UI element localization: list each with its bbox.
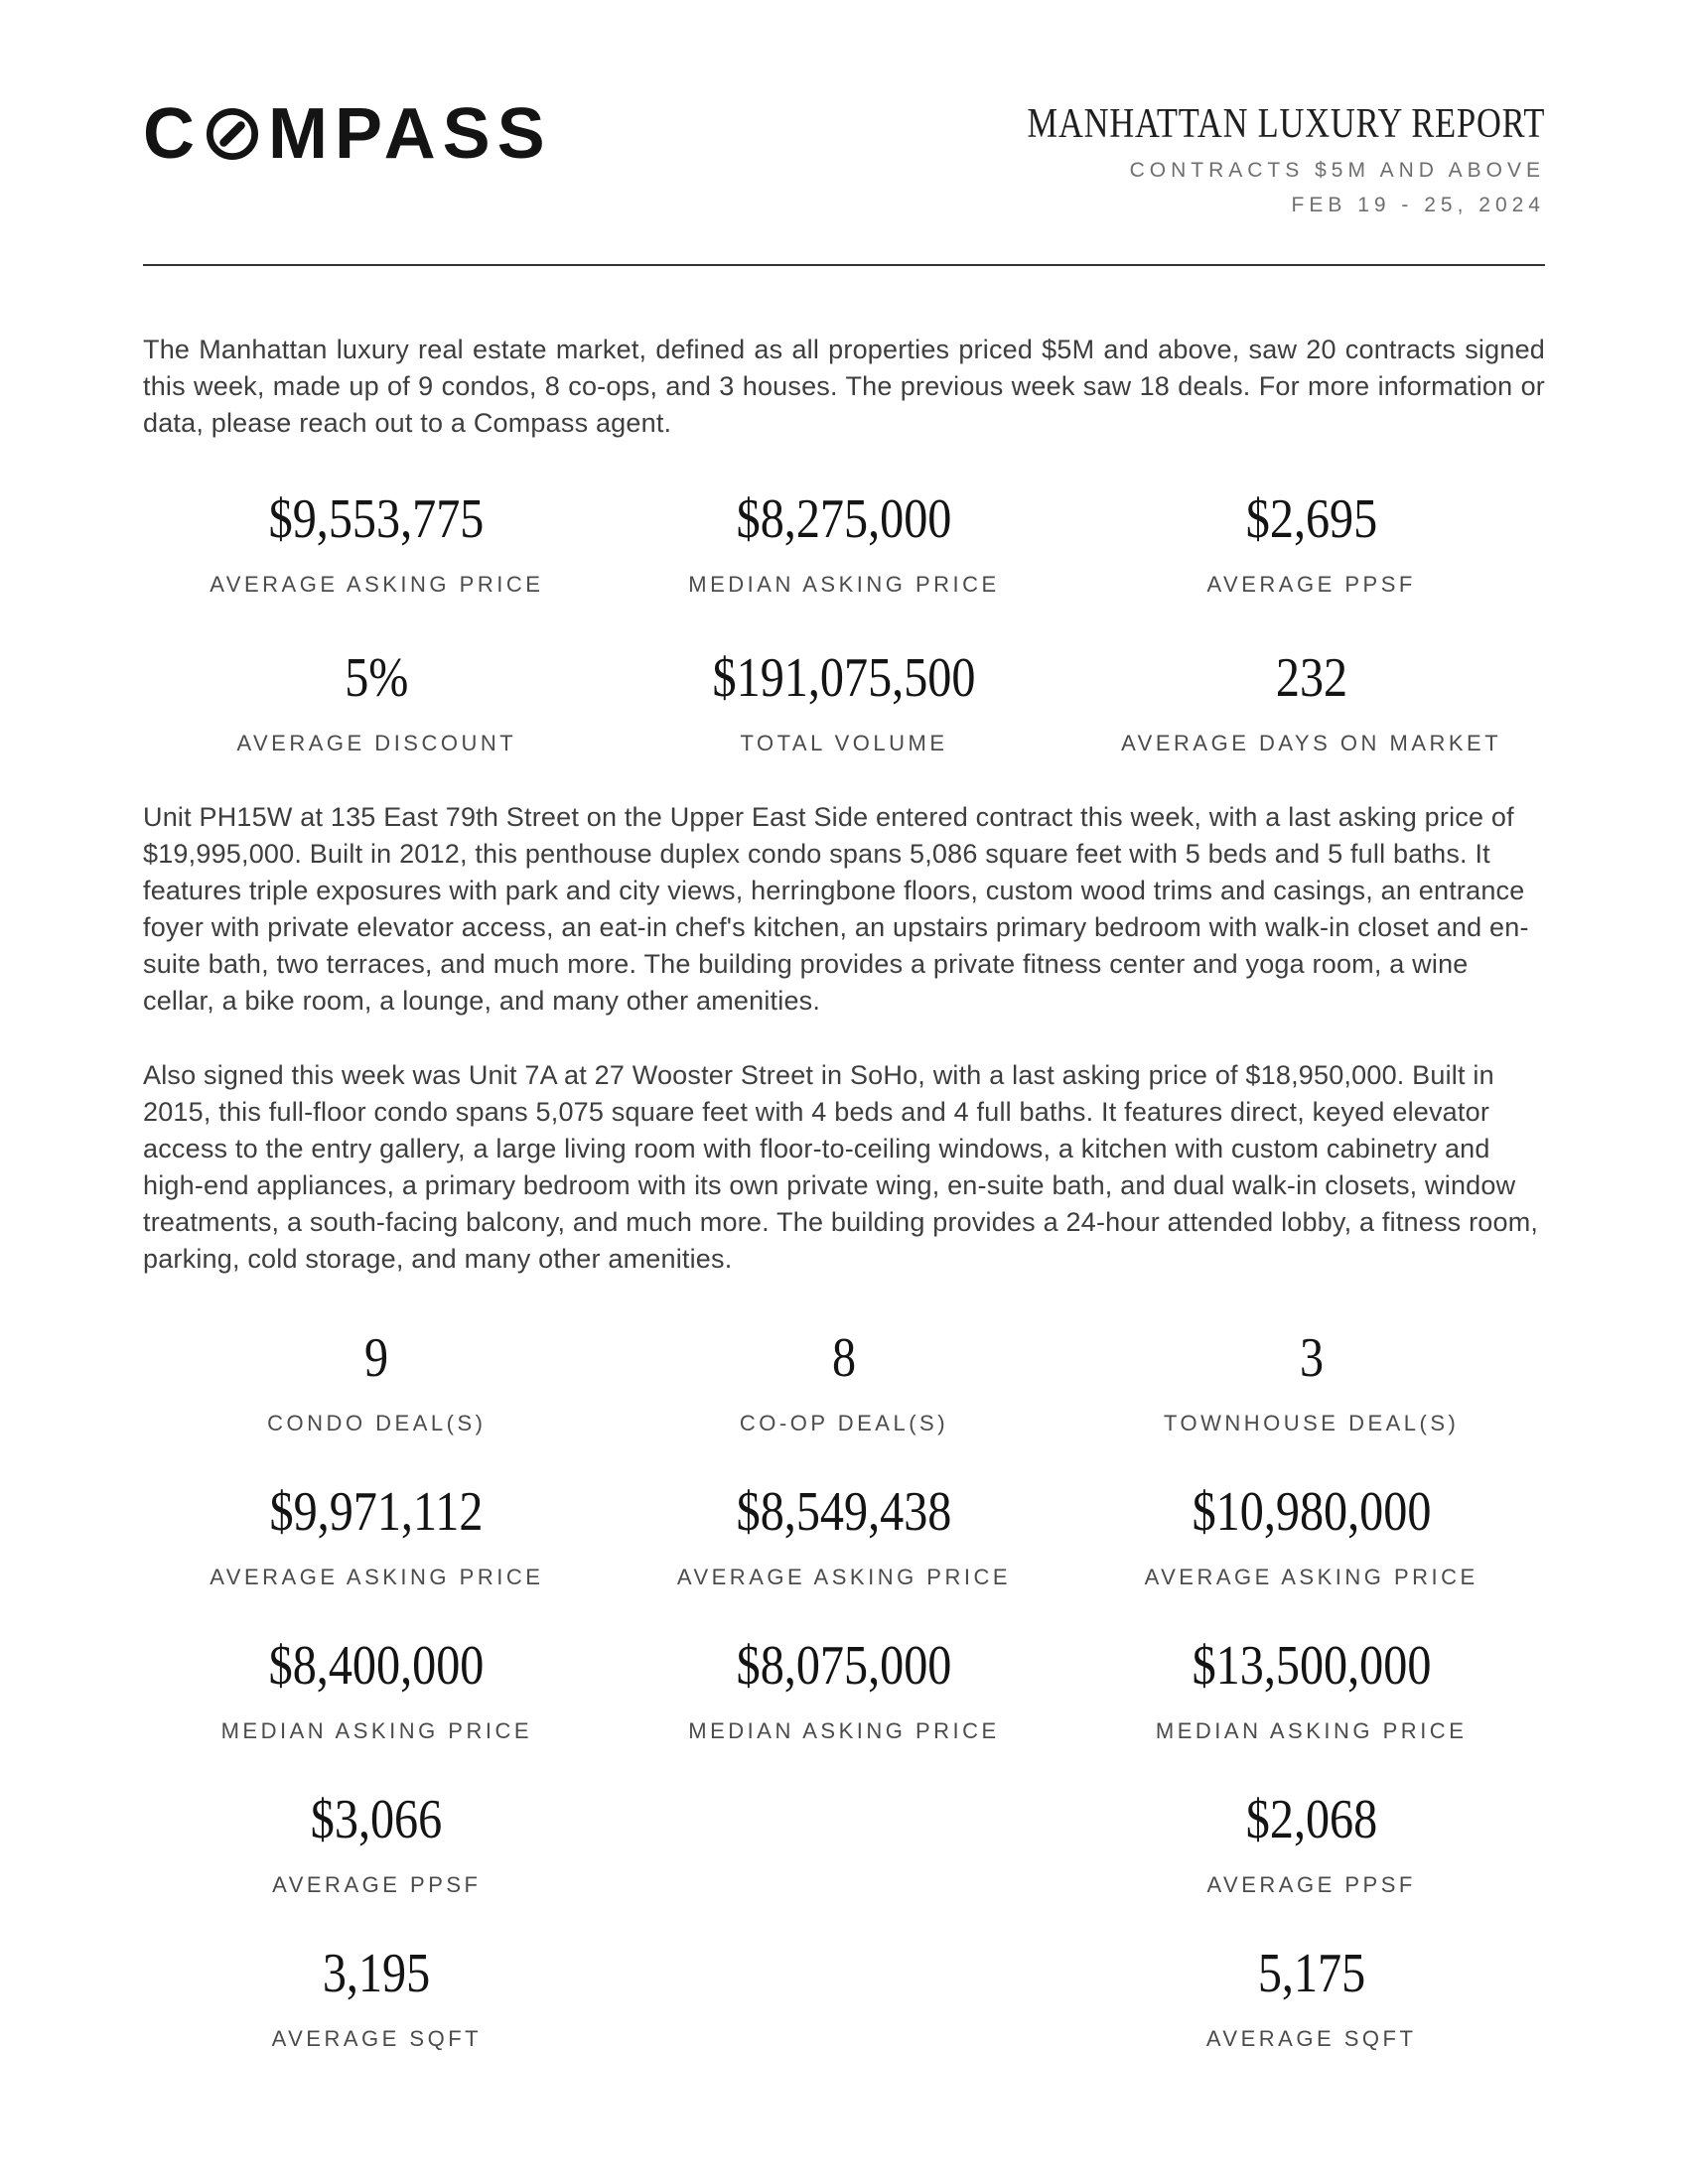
stat-label: AVERAGE ASKING PRICE xyxy=(1144,1565,1478,1589)
stat-median-asking-price xyxy=(611,488,1078,599)
stat-label: AVERAGE SQFT xyxy=(271,2026,483,2051)
logo-letters-mpass: MPASS xyxy=(268,94,552,174)
highlight-paragraph-ph15w: Unit PH15W at 135 East 79th Street on the Upper East Side entered contract this week, with a last asking price of $19,995,000. Built in 2012, this penthouse duplex condo spans 5,086 square feet with 5 beds and 5 full baths. It features triple exposures with park and city views, herringbone floors, custom wood trims and casings, an entrance foyer with private elevator access, an eat-in chef's kitchen, an upstairs primary bedroom with walk-in closet and en-suite bath, two terraces, and much more. The building provides a private fitness center and yoga room, a wine cellar, a bike room, a lounge, and many other amenities. xyxy=(143,802,1529,1016)
stat-value: 3 xyxy=(1299,1327,1324,1389)
stat-coop-average-asking-price xyxy=(611,1481,1078,1591)
stat-value: $9,971,112 xyxy=(269,1481,484,1543)
stat-value: 232 xyxy=(1275,647,1347,709)
stat-label: MEDIAN ASKING PRICE xyxy=(1155,1718,1468,1743)
header xyxy=(143,94,1545,218)
highlight-paragraph-7a: Also signed this week was Unit 7A at 27 Wooster Street in SoHo, with a last asking price of $18,950,000. Built in 2015, this full-floor condo spans 5,075 square feet with 4 beds and 4 full baths. It features direct, keyed elevator access to the entry gallery, a large living room with floor-to-ceiling windows, a kitchen with custom cabinetry and high-end appliances, a primary bedroom with its own private wing, en-suite bath, and dual walk-in closets, window treatments, a south-facing balcony, and much more. The building provides a 24-hour attended lobby, a fitness room, parking, cold storage, and many other amenities. xyxy=(143,1060,1539,1274)
stat-value: $8,075,000 xyxy=(736,1635,952,1697)
stat-value: $8,400,000 xyxy=(268,1635,485,1697)
compass-logo xyxy=(143,94,552,174)
stat-value: 5% xyxy=(345,647,409,709)
stat-label: TOTAL VOLUME xyxy=(740,731,948,755)
stat-total-volume xyxy=(611,647,1078,757)
stat-value: $191,075,500 xyxy=(712,647,976,709)
stat-average-asking-price xyxy=(143,488,611,599)
stat-value: 8 xyxy=(831,1327,857,1389)
stat-value: 5,175 xyxy=(1257,1943,1365,2004)
stat-value: $2,695 xyxy=(1245,488,1377,550)
stat-label: MEDIAN ASKING PRICE xyxy=(688,1718,1000,1743)
stat-label: AVERAGE PPSF xyxy=(1206,572,1416,597)
stat-average-discount xyxy=(143,647,611,757)
stat-label: AVERAGE PPSF xyxy=(272,1872,482,1897)
header-meta xyxy=(914,102,1545,218)
stat-townhouse-average-ppsf xyxy=(1077,1789,1545,1899)
breakdown-stats-grid xyxy=(143,1327,1545,2053)
stat-label: AVERAGE ASKING PRICE xyxy=(210,572,544,597)
stat-empty-cell xyxy=(611,1792,1078,1899)
report-title: MANHATTAN LUXURY REPORT xyxy=(1027,101,1545,147)
stat-label: AVERAGE ASKING PRICE xyxy=(210,1565,544,1589)
stat-average-days-on-market xyxy=(1077,647,1545,757)
stat-empty-cell xyxy=(611,1946,1078,2053)
stat-label: MEDIAN ASKING PRICE xyxy=(220,1718,533,1743)
stat-condo-deals xyxy=(143,1327,611,1437)
stat-average-ppsf xyxy=(1077,488,1545,599)
stat-townhouse-average-sqft xyxy=(1077,1943,1545,2053)
stat-label: MEDIAN ASKING PRICE xyxy=(688,572,1000,597)
stat-coop-median-asking-price xyxy=(611,1635,1078,1745)
stat-value: $9,553,775 xyxy=(268,488,485,550)
stat-label: AVERAGE PPSF xyxy=(1206,1872,1416,1897)
report-date-range: FEB 19 - 25, 2024 xyxy=(1291,194,1545,216)
stat-condo-average-ppsf xyxy=(143,1789,611,1899)
header-divider xyxy=(143,264,1545,266)
stat-label: AVERAGE DAYS ON MARKET xyxy=(1121,731,1502,755)
stat-condo-average-sqft xyxy=(143,1943,611,2053)
stat-coop-deals xyxy=(611,1327,1078,1437)
summary-stats-grid xyxy=(143,488,1545,757)
stat-label: AVERAGE SQFT xyxy=(1205,2026,1417,2051)
stat-label: TOWNHOUSE DEAL(S) xyxy=(1163,1411,1460,1435)
stat-value: $8,549,438 xyxy=(736,1481,952,1543)
stat-condo-average-asking-price xyxy=(143,1481,611,1591)
stat-townhouse-deals xyxy=(1077,1327,1545,1437)
stat-value: $8,275,000 xyxy=(736,488,952,550)
compass-needle-o-icon xyxy=(206,107,259,161)
stat-townhouse-average-asking-price xyxy=(1077,1481,1545,1591)
report-subtitle: CONTRACTS $5M AND ABOVE xyxy=(1129,159,1545,182)
intro-paragraph: The Manhattan luxury real estate market, defined as all properties priced $5M and above, saw 20 contracts signed this week, made up of 9 condos, 8 co-ops, and 3 houses. The previous week saw 18 deals. For more information or data, please reach out to a Compass agent. xyxy=(143,335,1545,438)
stat-value: 3,195 xyxy=(323,1943,431,2004)
stat-townhouse-median-asking-price xyxy=(1077,1635,1545,1745)
stat-value: 9 xyxy=(364,1327,389,1389)
stat-label: CO-OP DEAL(S) xyxy=(739,1411,949,1435)
stat-value: $3,066 xyxy=(311,1789,443,1850)
stat-condo-median-asking-price xyxy=(143,1635,611,1745)
stat-label: AVERAGE DISCOUNT xyxy=(236,731,517,755)
stat-label: CONDO DEAL(S) xyxy=(267,1411,487,1435)
stat-value: $2,068 xyxy=(1245,1789,1377,1850)
stat-value: $13,500,000 xyxy=(1192,1635,1432,1697)
stat-value: $10,980,000 xyxy=(1192,1481,1432,1543)
stat-label: AVERAGE ASKING PRICE xyxy=(676,1565,1012,1589)
logo-letter-c: C xyxy=(143,94,202,174)
